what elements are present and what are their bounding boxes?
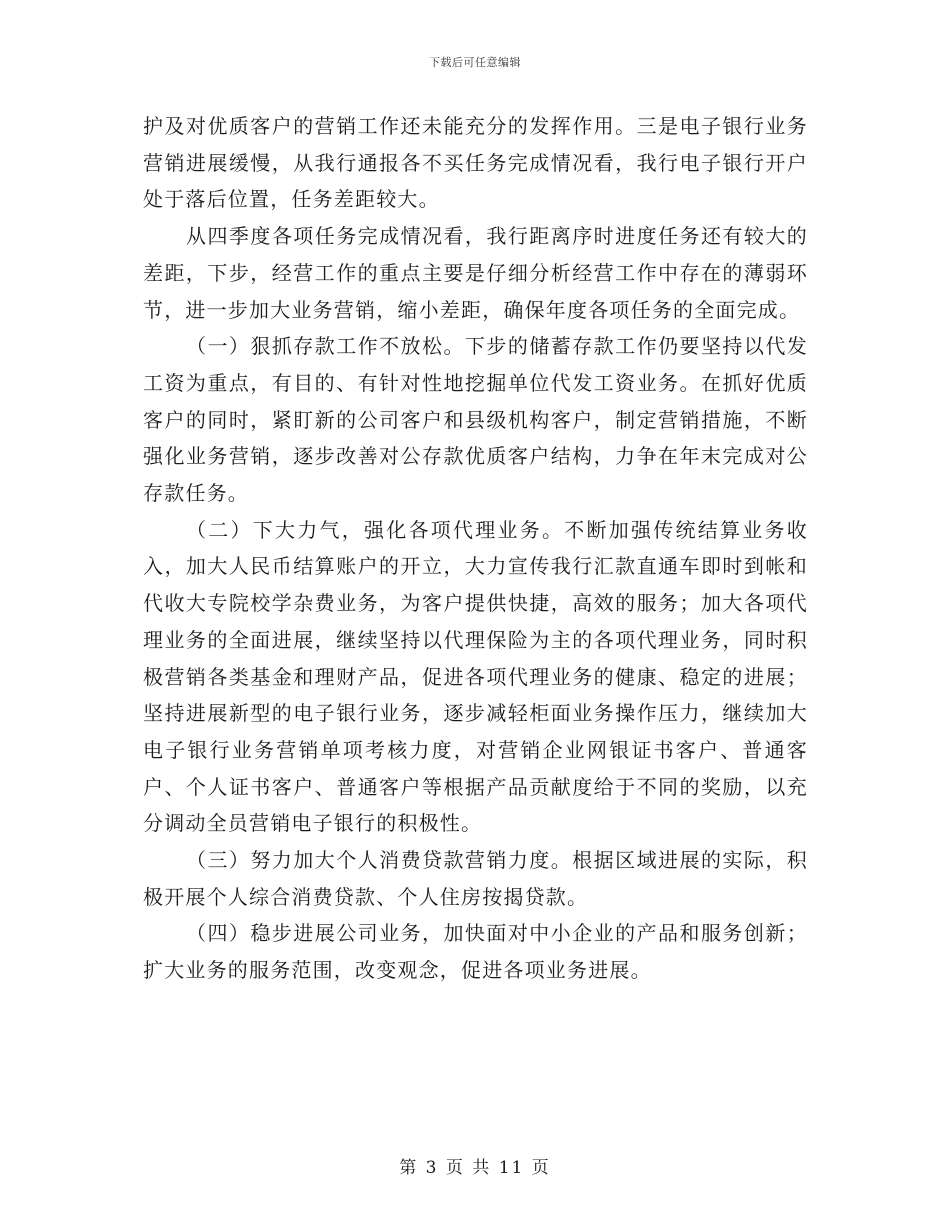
paragraph-4: （二）下大力气，强化各项代理业务。不断加强传统结算业务收入，加大人民币结算账户的开立，大力宣传我行汇款直通车即时到帐和代收大专院校学杂费业务，为客户提供快捷，高效的服务；加大各项代理业务的全面进展，继续坚持以代理保险为主的各项代理业务，同时积极营销各类基金和理财产品，促进各项代理业务的健康、稳定的进展；坚持进展新型的电子银行业务，逐步减轻柜面业务操作压力，继续加大电子银行业务营销单项考核力度，对营销企业网银证书客户、普通客户、个人证书客户、普通客户等根据产品贡献度给于不同的奖励，以充分调动全员营销电子银行的积极性。 xyxy=(143,517,808,836)
document-body xyxy=(143,108,808,989)
paragraph-2: 从四季度各项任务完成情况看，我行距离序时进度任务还有较大的差距，下步，经营工作的重点主要是仔细分析经营工作中存在的薄弱环节，进一步加大业务营销，缩小差距，确保年度各项任务的全面完成。 xyxy=(143,224,808,322)
page-number: 第 3 页 共 11 页 xyxy=(399,1158,551,1178)
page-header-note: 下载后可任意编辑 xyxy=(429,56,521,69)
paragraph-6: （四）稳步进展公司业务，加快面对中小企业的产品和服务创新；扩大业务的服务范围，改变观念，促进各项业务进展。 xyxy=(143,921,808,983)
paragraph-3: （一）狠抓存款工作不放松。下步的储蓄存款工作仍要坚持以代发工资为重点，有目的、有针对性地挖掘单位代发工资业务。在抓好优质客户的同时，紧盯新的公司客户和县级机构客户，制定营销措施，不断强化业务营销，逐步改善对公存款优质客户结构，力争在年末完成对公存款任务。 xyxy=(143,334,808,506)
paragraph-5: （三）努力加大个人消费贷款营销力度。根据区域进展的实际，积极开展个人综合消费贷款、个人住房按揭贷款。 xyxy=(143,848,808,909)
paragraph-1: 护及对优质客户的营销工作还未能充分的发挥作用。三是电子银行业务营销进展缓慢，从我行通报各不买任务完成情况看，我行电子银行开户处于落后位置，任务差距较大。 xyxy=(143,114,808,212)
